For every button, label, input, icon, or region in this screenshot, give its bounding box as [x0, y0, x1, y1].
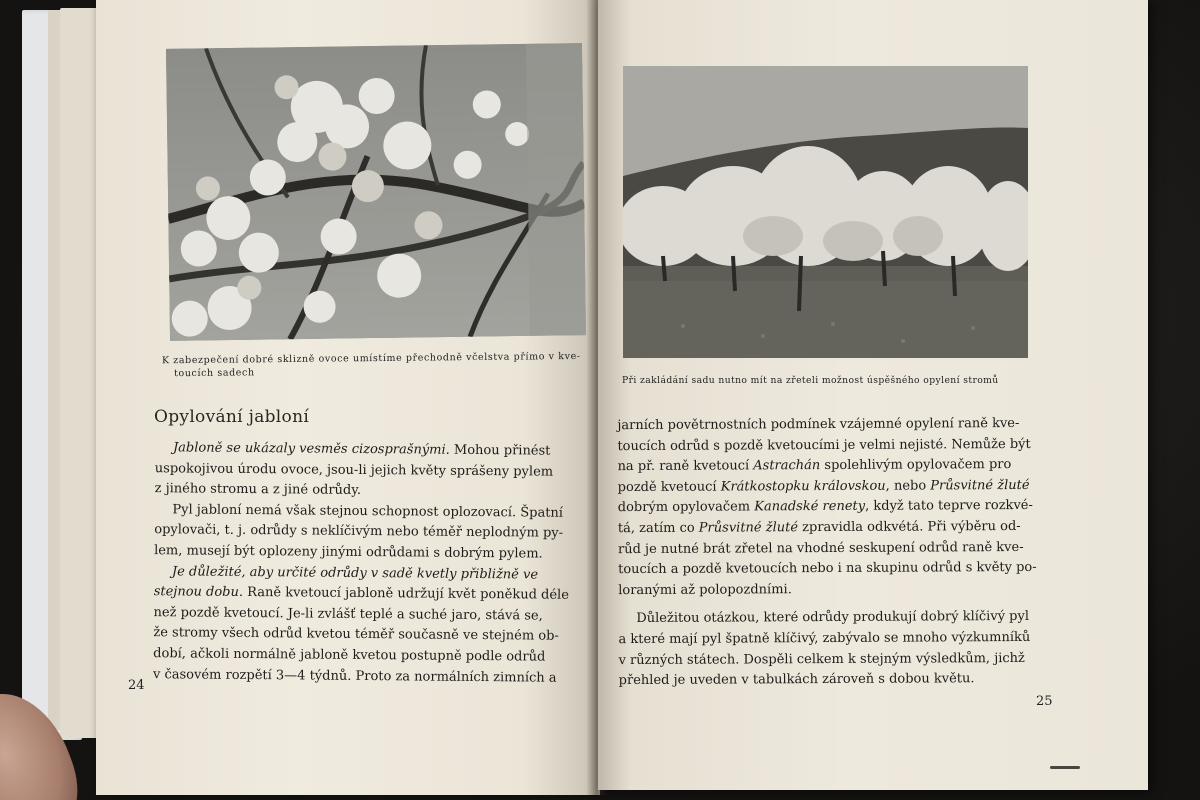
text-line: v časovém rozpětí 3—4 týdnů. Proto za normálních zimních a	[152, 666, 557, 686]
orchard-photo	[623, 66, 1028, 358]
text-line: pozdě kvetoucí Krátkostopku královskou, nebo Průsvitné žluté	[617, 477, 1030, 495]
right-page	[598, 0, 1148, 790]
text-line: přehled je uveden v tabulkách zároveň s dobou květu.	[618, 671, 975, 689]
text-line: že stromy všech odrůd kvetou téměř současně ve stejném ob-	[153, 625, 559, 645]
caption-line: toucích sadech	[174, 367, 255, 380]
left-page	[96, 0, 600, 795]
text-line: loranými až polopozdními.	[618, 581, 792, 598]
text-line: tá, zatím co Průsvitné žluté zpravidla odkvétá. Při výběru od-	[617, 518, 1021, 537]
text-line: dobrým opylovačem Kanadské renety, když tato teprve rozkvé-	[617, 498, 1033, 516]
right-photo-caption: Při zakládání sadu nutno mít na zřeteli možnost úspěšného opylení stromů	[622, 375, 999, 386]
text-line: opylovači, t. j. odrůdy s neklíčivým nebo téměř neplodným py-	[154, 522, 564, 542]
text-line: na př. raně kvetoucí Astrachán spolehlivým opylovačem pro	[617, 457, 1012, 475]
text-line: dobí, ačkoli normálně jabloně kvetou postupně podle odrůd	[153, 646, 546, 665]
page-stack-edge	[60, 8, 100, 738]
left-body-text	[153, 438, 575, 689]
apple-blossom-photo	[166, 43, 586, 341]
text-line: toucích odrůd s pozdě kvetoucími je velmi nejisté. Nemůže být	[617, 436, 1031, 454]
text-line: Je důležité, aby určité odrůdy v sadě kvetly přibližně ve	[171, 563, 539, 583]
section-heading: Opylování jabloní	[154, 407, 310, 427]
text-line: lem, musejí být oplozeny jinými odrůdami s dobrým pylem.	[154, 543, 543, 562]
page-number-left: 24	[128, 678, 145, 693]
text-line: a které mají pyl špatně klíčivý, zabývalo se mnoho výzkumníků	[618, 629, 1031, 648]
caption-line: K zabezpečení dobré sklizně ovoce umístíme přechodně včelstva přímo v kve-	[161, 350, 581, 367]
text-line: toucích a pozdě kvetoucích nebo i na skupinu odrůd s květy po-	[618, 560, 1037, 578]
text-line: Důležitou otázkou, které odrůdy produkují dobrý klíčivý pyl	[636, 609, 1030, 627]
text-line: v různých státech. Dospěli celkem k stejným výsledkům, jichž	[618, 650, 1025, 668]
text-line: stejnou dobu. Raně kvetoucí jabloně udržují květ poněkud déle	[153, 584, 569, 603]
text-line: jarních povětrnostních podmínek vzájemné opylení raně kve-	[617, 415, 1020, 434]
text-line: Pyl jabloní nemá však stejnou schopnost oplozovací. Špatní	[172, 502, 564, 521]
page-number-right: 25	[1036, 694, 1053, 709]
text-line: než pozdě kvetoucí. Je-li zvlášť teplé a suché jaro, stává se,	[153, 604, 543, 624]
text-line: z jiného stromu a z jiné odrůdy.	[154, 481, 362, 499]
right-body-text	[617, 414, 1038, 692]
left-photo-caption	[162, 350, 602, 381]
text-line: uspokojivou úrodu ovoce, jsou-li jejich květy sprášeny pylem	[154, 460, 554, 480]
text-line: Jabloně se ukázaly vesměs cizosprašnými. Mohou přinést	[172, 440, 551, 459]
ink-smudge	[1050, 766, 1080, 769]
text-line: růd je nutné brát zřetel na vhodné seskupení odrůd raně kve-	[617, 539, 1024, 557]
